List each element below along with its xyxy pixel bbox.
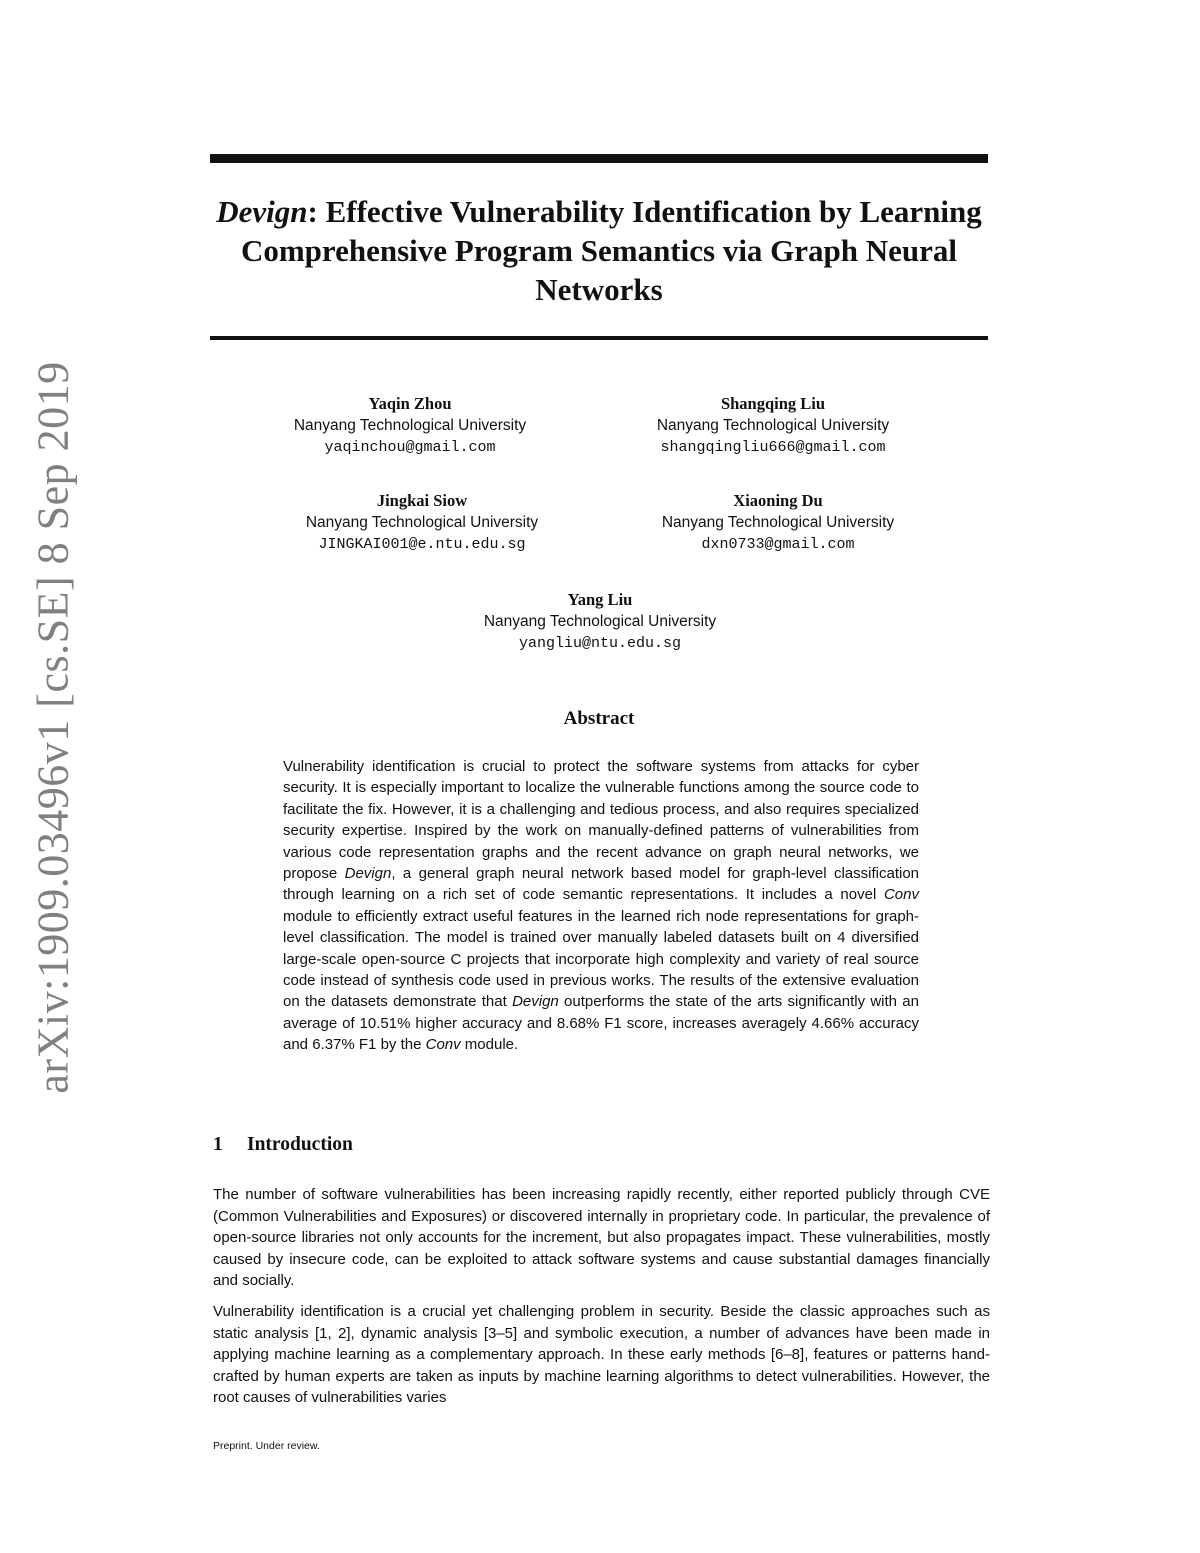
body-paragraph: Vulnerability identification is a crucial yet challenging problem in security. Beside the classic approaches such as static analysis [1, 2], dynamic analysis [3–5] and symbolic execution, a number of advances have been made in applying machine learning as a complementary approach. In these early methods [6–8], features or patterns hand-crafted by human experts are taken as inputs by machine learning algorithms to detect vulnerabilities. However, the root causes of vulnerabilities varies [213,1303,990,1406]
paper-title-rest: : Effective Vulnerability Identification by Learning Comprehensive Program Semantics via Graph Neural Networks [240,194,982,307]
author-email[interactable]: JINGKAI001@e.ntu.edu.sg [318,536,526,553]
author-email[interactable]: yaqinchou@gmail.com [324,439,496,456]
author-affiliation: Nanyang Technological University [656,417,890,434]
author-name: Yaqin Zhou [368,394,452,413]
author-block [440,589,760,655]
author-affiliation: Nanyang Technological University [305,514,539,531]
abstract-heading: Abstract [563,708,635,729]
abstract-emph: Conv [425,1036,461,1054]
author-email[interactable]: shangqingliu666@gmail.com [660,439,886,456]
preprint-footnote: Preprint. Under review. [213,1440,320,1452]
author-block [250,393,570,459]
abstract-text: module. [460,1036,519,1054]
author-block [262,490,582,556]
abstract-text: outperforms the state of the arts significantly with an average of 10.51% higher accuracy and 8.68% F1 score, increases averagely 4.66% accuracy and 6.37% F1 by the [283,993,919,1054]
arxiv-stamp-text: arXiv:1909.03496v1 [cs.SE] 8 Sep 2019 [28,361,78,1094]
author-name: Shangqing Liu [720,394,826,413]
paper-title [210,192,988,309]
abstract-body [283,756,919,1056]
author-block [618,490,938,556]
title-rule-bottom [210,336,988,340]
author-block [608,393,938,459]
abstract-emph: Devign [512,993,559,1011]
author-email[interactable]: dxn0733@gmail.com [701,536,855,553]
arxiv-stamp [28,361,78,1094]
paper-title-emph: Devign [216,194,308,229]
author-affiliation: Nanyang Technological University [293,417,527,434]
section-title: Introduction [247,1134,353,1155]
section-heading [213,1134,353,1156]
section-number: 1 [213,1134,223,1155]
author-affiliation: Nanyang Technological University [661,514,895,531]
abstract-text: module to efficiently extract useful features in the learned rich node representations for graph-level classification. The model is trained over manually labeled datasets built on 4 diversified large-scale open-source C projects that incorporate high complexity and variety of real source code instead of synthesis code used in previous works. The results of the extensive evaluation on the datasets demonstrate that [283,907,919,1011]
title-rule-top [210,154,988,163]
abstract-text: , a general graph neural network based model for graph-level classification through learning on a rich set of code semantic representations. It includes a novel [283,865,920,904]
abstract-emph: Devign [344,865,392,883]
abstract-emph: Conv [883,886,919,904]
author-name: Xiaoning Du [733,491,823,510]
author-affiliation: Nanyang Technological University [483,613,717,630]
author-name: Yang Liu [567,590,633,609]
abstract-text: Vulnerability identification is crucial to protect the software systems from attacks for cyber security. It is especially important to localize the vulnerable functions among the source code to facilitate the fix. However, it is a challenging and tedious process, and also requires specialized security expertise. Inspired by the work on manually-defined patterns of vulnerabilities from various code representation graphs and the recent advance on graph neural networks, we propose [283,758,919,883]
body-paragraph: The number of software vulnerabilities has been increasing rapidly recently, either reported publicly through CVE (Common Vulnerabilities and Exposures) or discovered internally in proprietary code. In particular, the prevalence of open-source libraries not only accounts for the increment, but also propagates impact. These vulnerabilities, mostly caused by insecure code, can be exploited to attack software systems and cause substantial damages financially and socially. [213,1186,990,1289]
author-email[interactable]: yangliu@ntu.edu.sg [518,635,682,652]
author-name: Jingkai Siow [376,491,468,510]
